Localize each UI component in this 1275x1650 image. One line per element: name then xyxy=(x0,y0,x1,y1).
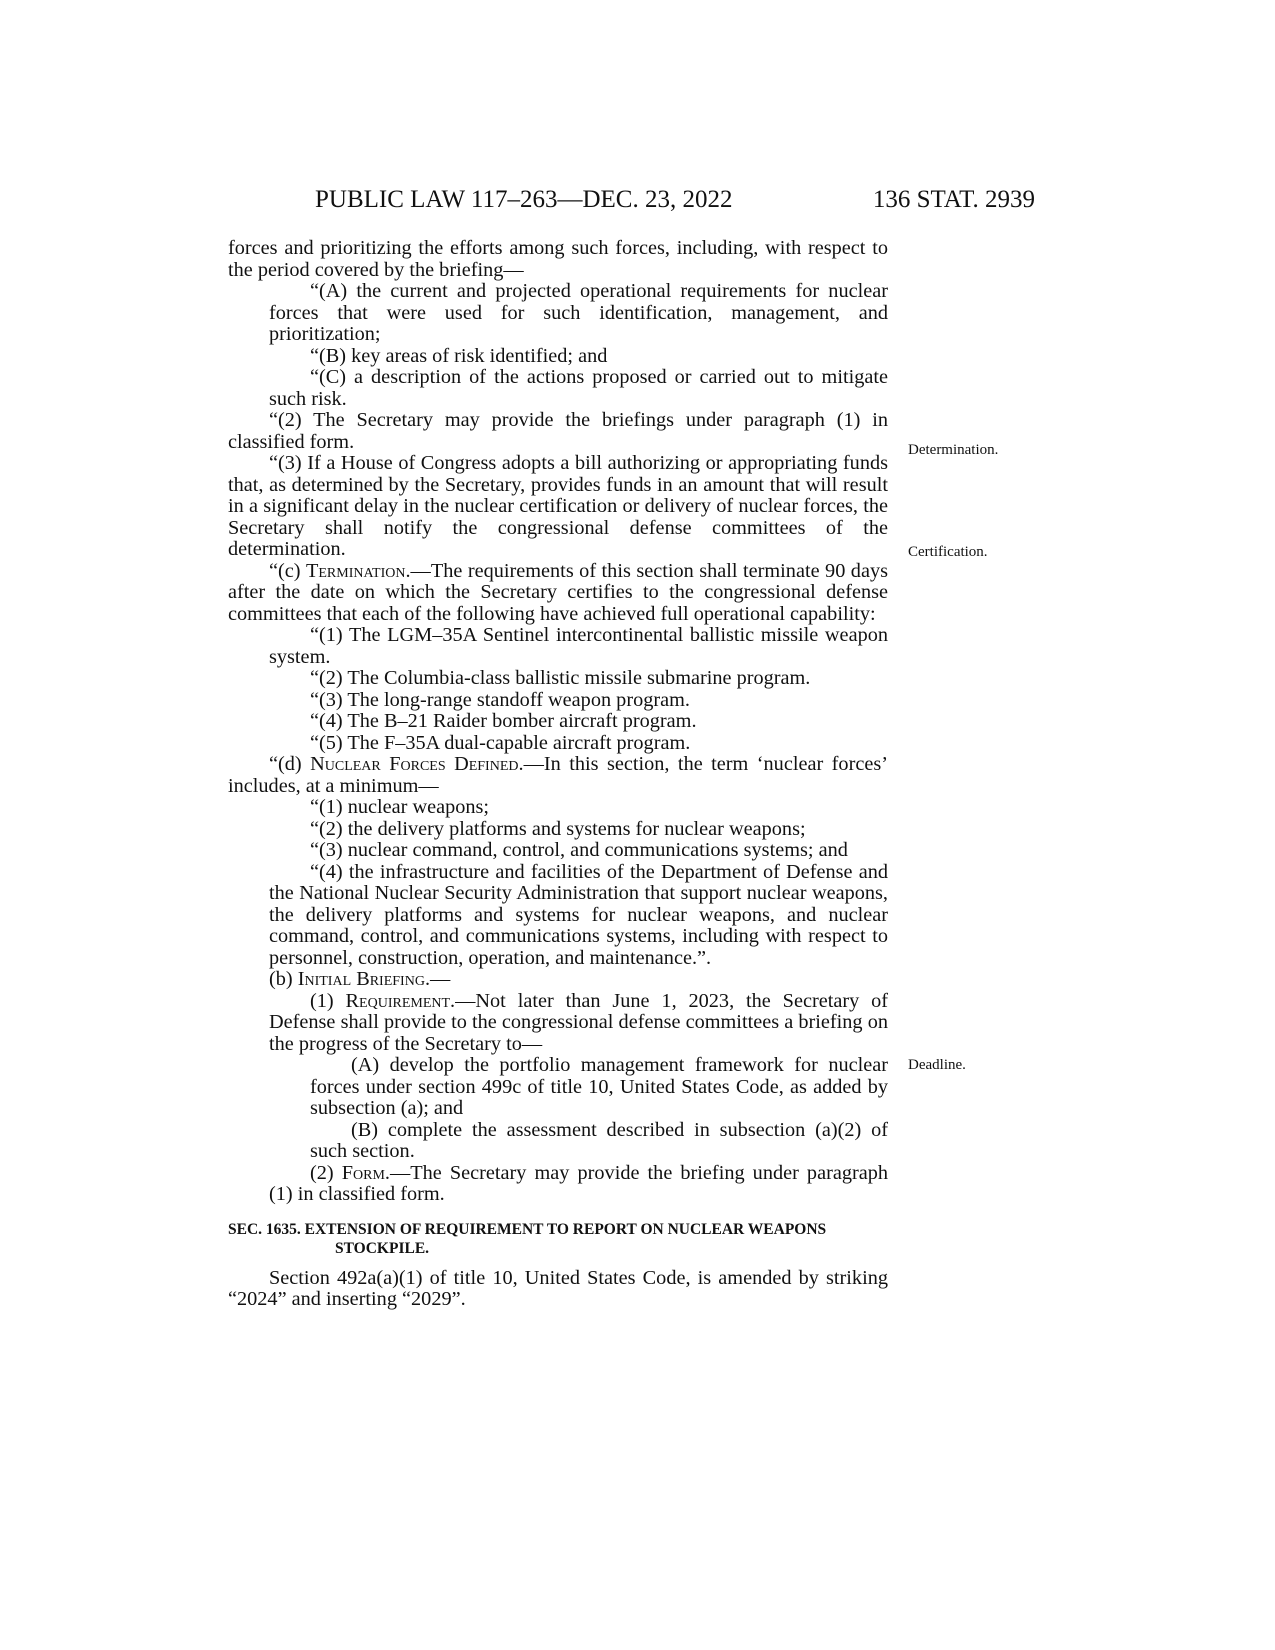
paragraph: “(4) The B–21 Raider bomber aircraft program. xyxy=(310,710,697,732)
margin-note-determination: Determination. xyxy=(908,442,999,458)
paragraph: forces and prioritizing the efforts among such forces, including, with respect to the period covered by the briefing— xyxy=(228,237,888,281)
paragraph: “(4) the infrastructure and facilities of the Department of Defense and the National Nuclear Security Administration that support nuclear weapons, the delivery platforms and systems for nuclear weapons, and nuclear command, control, and communications systems, including with respect to personnel, construction, operation, and maintenance.”. xyxy=(269,860,888,969)
paragraph: “(3) If a House of Congress adopts a bill authorizing or appropriating funds that, as determined by the Secretary, provides funds in an amount that will result in a significant delay in the nuclear certification or delivery of nuclear forces, the Secretary shall notify the congressional defense committees of the determination. xyxy=(228,452,888,560)
paragraph-text: .— xyxy=(424,968,451,990)
paragraph-heading: Requirement xyxy=(345,989,451,1012)
margin-note-deadline: Deadline. xyxy=(908,1057,966,1073)
paragraph: “(3) The long-range standoff weapon program. xyxy=(310,688,690,711)
paragraph-requirement xyxy=(228,991,888,1056)
paragraph: “(2) The Columbia-class ballistic missile submarine program. xyxy=(310,667,811,689)
paragraph: (B) complete the assessment described in subsection (a)(2) of such section. xyxy=(310,1118,888,1162)
paragraph: (A) develop the portfolio management framework for nuclear forces under section 499c of title 10, United States Code, as added by subsection (a); and xyxy=(310,1054,888,1119)
paragraph: “(5) The F–35A dual-capable aircraft program. xyxy=(310,731,691,754)
paragraph: “(A) the current and projected operational requirements for nuclear forces that were used for such identification, management, and prioritization; xyxy=(269,280,888,345)
paragraph-label: (1) xyxy=(310,989,346,1012)
paragraph: Section 492a(a)(1) of title 10, United States Code, is amended by striking “2024” and inserting “2029”. xyxy=(228,1266,888,1310)
paragraph: “(1) nuclear weapons; xyxy=(310,796,490,818)
paragraph-initial-briefing xyxy=(228,969,888,991)
paragraph-heading: Nuclear Forces Defined xyxy=(310,753,519,775)
paragraph-label: “(d) xyxy=(269,753,311,775)
margin-note-certification: Certification. xyxy=(908,544,988,560)
paragraph-heading: Initial Briefing xyxy=(297,968,425,990)
paragraph-nuclear-forces-defined xyxy=(228,754,888,797)
paragraph-form xyxy=(228,1163,888,1206)
paragraph: “(2) The Secretary may provide the briefings under paragraph (1) in classified form. xyxy=(228,409,888,453)
paragraph: “(3) nuclear command, control, and communications systems; and xyxy=(310,839,848,861)
section-heading: SEC. 1635. EXTENSION OF REQUIREMENT TO REPORT ON NUCLEAR WEAPONS STOCKPILE. xyxy=(228,1220,827,1257)
paragraph-termination xyxy=(228,561,888,626)
paragraph: “(C) a description of the actions proposed or carried out to mitigate such risk. xyxy=(269,366,888,410)
paragraph-heading: Termination xyxy=(305,559,406,582)
paragraph-label: “(c) xyxy=(269,559,306,582)
paragraph-text: .—The requirements of this section shall terminate 90 days after the date on which the Secretary certifies to the congressional defense committees that each of the following have achieved full operational capability: xyxy=(228,559,888,625)
paragraph: “(2) the delivery platforms and systems for nuclear weapons; xyxy=(310,817,806,840)
paragraph-heading: Form xyxy=(341,1161,385,1184)
paragraph: “(B) key areas of risk identified; and xyxy=(310,344,608,367)
paragraph-label: (2) xyxy=(310,1161,342,1184)
header-title: PUBLIC LAW 117–263—DEC. 23, 2022 xyxy=(315,186,733,213)
document-body xyxy=(228,238,888,1311)
page-header xyxy=(315,186,1035,226)
paragraph-text: .—The Secretary may provide the briefing under paragraph (1) in classified form. xyxy=(269,1161,889,1205)
header-stat-page: 136 STAT. 2939 xyxy=(872,186,1035,213)
paragraph-text: .—Not later than June 1, 2023, the Secretary of Defense shall provide to the congressional defense committees a briefing on the progress of the Secretary to— xyxy=(269,989,889,1055)
paragraph-text: .—In this section, the term ‘nuclear forces’ includes, at a minimum— xyxy=(228,753,888,797)
paragraph: “(1) The LGM–35A Sentinel intercontinental ballistic missile weapon system. xyxy=(269,624,888,668)
paragraph-label: (b) xyxy=(269,968,298,990)
